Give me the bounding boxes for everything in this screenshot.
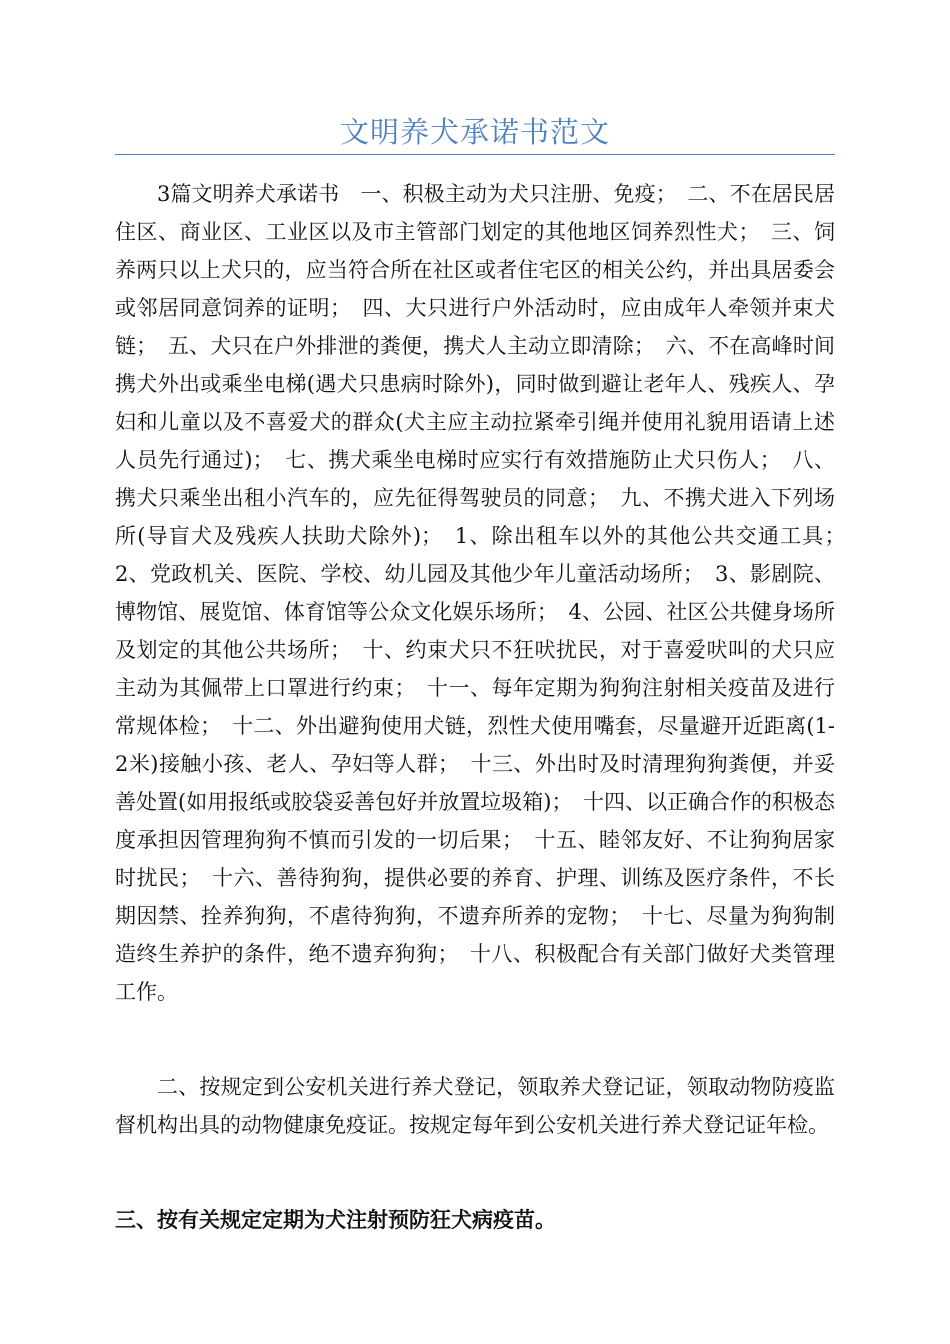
document-title: 文明养犬承诺书范文: [339, 115, 610, 149]
bold-section-heading: 三、按有关规定定期为犬注射预防狂犬病疫苗。: [115, 1207, 556, 1232]
title-underline: [115, 154, 835, 155]
body-paragraph-2: 二、按规定到公安机关进行养犬登记，领取养犬登记证，领取动物防疫监督机构出具的动物健康免疫证。按规定每年到公安机关进行养犬登记证年检。: [115, 1075, 835, 1137]
body-paragraph-1: 3篇文明养犬承诺书 一、积极主动为犬只注册、免疫； 二、不在居民居住区、商业区、工业区以及市主管部门划定的其他地区饲养烈性犬； 三、饲养两只以上犬只的，应当符合所在社区或者住宅区的相关公约，并出具居委会或邻居同意饲养的证明； 四、大只进行户外活动时，应由成年人牵领并束犬链； 五、犬只在户外排泄的粪便，携犬人主动立即清除； 六、不在高峰时间携犬外出或乘坐电梯(遇犬只患病时除外)，同时做到避让老年人、残疾人、孕妇和儿童以及不喜爱犬的群众(犬主应主动拉紧牵引绳并使用礼貌用语请上述人员先行通过)； 七、携犬乘坐电梯时应实行有效措施防止犬只伤人； 八、携犬只乘坐出租小汽车的，应先征得驾驶员的同意； 九、不携犬进入下列场所(导盲犬及残疾人扶助犬除外)； 1、除出租车以外的其他公共交通工具； 2、党政机关、医院、学校、幼儿园及其他少年儿童活动场所； 3、影剧院、博物馆、展览馆、体育馆等公众文化娱乐场所； 4、公园、社区公共健身场所及划定的其他公共场所； 十、约束犬只不狂吠扰民，对于喜爱吠叫的犬只应主动为其佩带上口罩进行约束； 十一、每年定期为狗狗注射相关疫苗及进行常规体检； 十二、外出避狗使用犬链，烈性犬使用嘴套，尽量避开近距离(1-2米)接触小孩、老人、孕妇等人群； 十三、外出时及时清理狗狗粪便，并妥善处置(如用报纸或胶袋妥善包好并放置垃圾箱)； 十四、以正确合作的积极态度承担因管理狗狗不慎而引发的一切后果； 十五、睦邻友好、不让狗狗居家时扰民； 十六、善待狗狗，提供必要的养育、护理、训练及医疗条件，不长期因禁、拴养狗狗，不虐待狗狗，不遗弃所养的宠物； 十七、尽量为狗狗制造终生养护的条件，绝不遗弃狗狗； 十八、积极配合有关部门做好犬类管理工作。: [115, 182, 856, 1004]
